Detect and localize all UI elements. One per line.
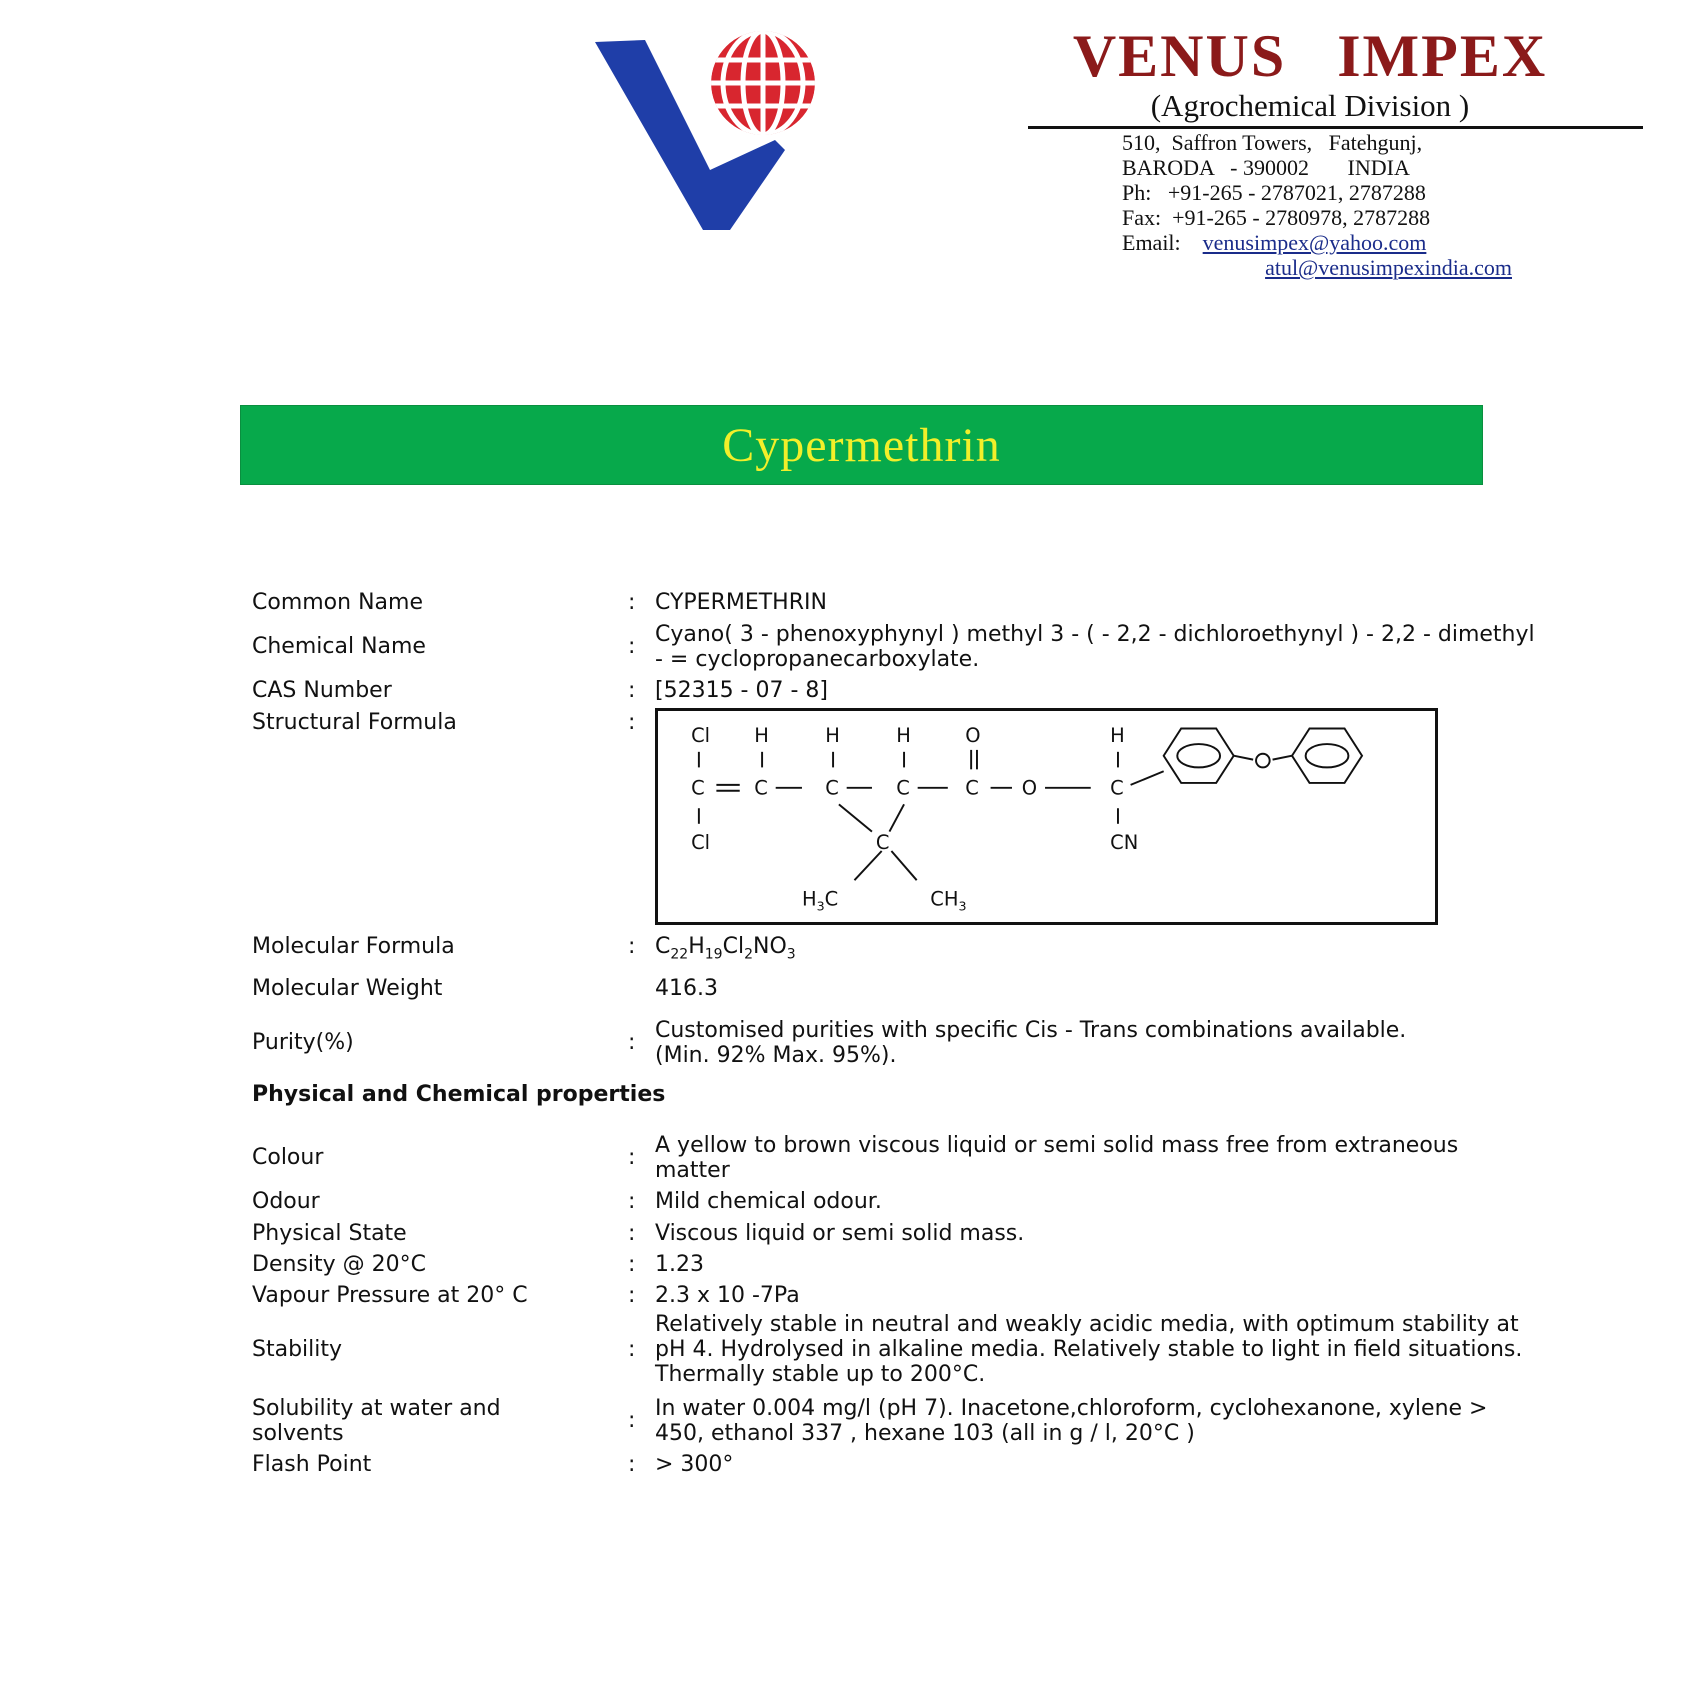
property-value: CYPERMETHRIN <box>655 590 827 615</box>
atom-h-4: H <box>1110 724 1125 748</box>
property-value <box>655 1133 1655 1183</box>
property-colon: : <box>628 634 636 659</box>
property-colon: : <box>628 678 636 703</box>
property-colon: : <box>628 1221 636 1246</box>
formula-h-count: 19 <box>704 946 723 963</box>
atom-h-1: H <box>754 724 769 748</box>
h3c-subscript: 3 <box>816 898 825 914</box>
value-line: Customised purities with specific Cis - Trans combinations available. <box>655 1018 1407 1043</box>
property-colon: : <box>628 934 636 959</box>
property-label: Purity(%) <box>252 1030 354 1055</box>
formula-cl-count: 2 <box>744 946 753 963</box>
property-value: 416.3 <box>655 976 718 1001</box>
property-colon: : <box>628 710 636 735</box>
atom-cl-bottom: Cl <box>691 831 711 855</box>
atom-h-2: H <box>825 724 840 748</box>
property-colon: : <box>628 1337 636 1362</box>
fax-line: Fax: +91-265 - 2780978, 2787288 <box>1122 205 1431 230</box>
property-value: Mild chemical odour. <box>655 1189 882 1214</box>
property-label: CAS Number <box>252 678 392 703</box>
atom-c-ring: C <box>875 831 890 855</box>
address-line-1: 510, Saffron Towers, Fatehgunj, <box>1122 130 1423 155</box>
atom-c-5: C <box>965 776 979 800</box>
value-line: Cyano( 3 - phenoxyphynyl ) methyl 3 - ( - 2,2 - dichloroethynyl ) - 2,2 - dimethyl <box>655 622 1535 647</box>
property-label: Chemical Name <box>252 634 426 659</box>
company-logo <box>585 30 845 230</box>
label-line: Solubility at water and <box>252 1396 501 1421</box>
property-label: Structural Formula <box>252 710 457 735</box>
atom-h-3: H <box>896 724 911 748</box>
email-row <box>1122 230 1542 255</box>
company-division: (Agrochemical Division ) <box>1150 88 1470 123</box>
property-value <box>655 1312 1655 1387</box>
atom-c-4: C <box>896 776 910 800</box>
value-line: Relatively stable in neutral and weakly acidic media, with optimum stability at <box>655 1312 1519 1337</box>
value-line: A yellow to brown viscous liquid or semi solid mass free from extraneous <box>655 1133 1459 1158</box>
atom-o-ester: O <box>1021 776 1038 800</box>
property-label: Vapour Pressure at 20° C <box>252 1283 528 1308</box>
ch3-subscript: 3 <box>958 898 967 914</box>
property-value <box>655 1396 1655 1446</box>
group-h3c <box>802 887 838 913</box>
property-label: Physical State <box>252 1221 407 1246</box>
formula-no: NO <box>752 934 787 959</box>
header-divider <box>1028 126 1643 129</box>
property-label: Molecular Weight <box>252 976 443 1001</box>
property-value: Viscous liquid or semi solid mass. <box>655 1221 1025 1246</box>
property-colon: : <box>628 1408 636 1433</box>
property-colon: : <box>628 1452 636 1477</box>
email-label: Email: <box>1122 230 1181 255</box>
atom-c-6: C <box>1110 776 1124 800</box>
product-title-band <box>240 405 1483 485</box>
product-title: Cypermethrin <box>722 418 1001 472</box>
formula-h: H <box>688 934 705 959</box>
atom-cl-top: Cl <box>691 724 711 748</box>
atom-c-3: C <box>825 776 839 800</box>
property-colon: : <box>628 1189 636 1214</box>
atom-cn: CN <box>1110 831 1139 855</box>
property-value <box>655 622 1655 672</box>
formula-c: C <box>655 934 671 959</box>
molecular-formula <box>655 934 1655 967</box>
address-line-2: BARODA - 390002 INDIA <box>1122 155 1410 180</box>
property-label: Common Name <box>252 590 423 615</box>
section-heading: Physical and Chemical properties <box>252 1082 666 1107</box>
property-value: 2.3 x 10 -7Pa <box>655 1283 800 1308</box>
property-label: Molecular Formula <box>252 934 455 959</box>
property-label: Colour <box>252 1145 324 1170</box>
structure-drawing <box>658 711 1435 922</box>
property-value: 1.23 <box>655 1252 704 1277</box>
formula-c-count: 22 <box>670 946 689 963</box>
value-line: (Min. 92% Max. 95%). <box>655 1043 897 1068</box>
property-colon: : <box>628 1030 636 1055</box>
property-label: Odour <box>252 1189 320 1214</box>
email-link-secondary[interactable]: atul@venusimpexindia.com <box>1265 255 1512 280</box>
h3c-c: C <box>824 887 839 911</box>
value-line: - = cyclopropanecarboxylate. <box>655 647 980 672</box>
property-value: > 300° <box>655 1452 734 1477</box>
property-label: Stability <box>252 1337 343 1362</box>
value-line: Thermally stable up to 200°C. <box>655 1362 986 1387</box>
ch3-ch: CH <box>930 887 959 911</box>
property-value: [52315 - 07 - 8] <box>655 678 828 703</box>
company-name: VENUS IMPEX <box>1072 23 1548 89</box>
atom-o-carbonyl: O <box>965 724 981 748</box>
formula-cl: Cl <box>722 934 745 959</box>
company-address <box>1122 130 1542 280</box>
value-line: 450, ethanol 337 , hexane 103 (all in g / l, 20°C ) <box>655 1421 1195 1446</box>
property-label: Flash Point <box>252 1452 372 1477</box>
email-link-primary[interactable]: venusimpex@yahoo.com <box>1202 230 1427 255</box>
value-line: In water 0.004 mg/l (pH 7). Inacetone,chloroform, cyclohexanone, xylene > <box>655 1396 1488 1421</box>
structural-formula-diagram <box>655 708 1438 925</box>
atom-c-1: C <box>691 776 705 800</box>
property-colon: : <box>628 1283 636 1308</box>
label-line: solvents <box>252 1421 344 1446</box>
value-line: matter <box>655 1158 730 1183</box>
property-colon: : <box>628 1252 636 1277</box>
property-label: Density @ 20°C <box>252 1252 426 1277</box>
formula-o-count: 3 <box>786 946 796 963</box>
property-colon: : <box>628 590 636 615</box>
atom-c-2: C <box>754 776 768 800</box>
property-colon: : <box>628 1145 636 1170</box>
h3c-h: H <box>801 887 817 911</box>
property-label <box>252 1396 632 1446</box>
value-line: pH 4. Hydrolysed in alkaline media. Relatively stable to light in field situations. <box>655 1337 1523 1362</box>
phone-line: Ph: +91-265 - 2787021, 2787288 <box>1122 180 1426 205</box>
property-value <box>655 1018 1655 1068</box>
group-ch3 <box>930 887 966 913</box>
